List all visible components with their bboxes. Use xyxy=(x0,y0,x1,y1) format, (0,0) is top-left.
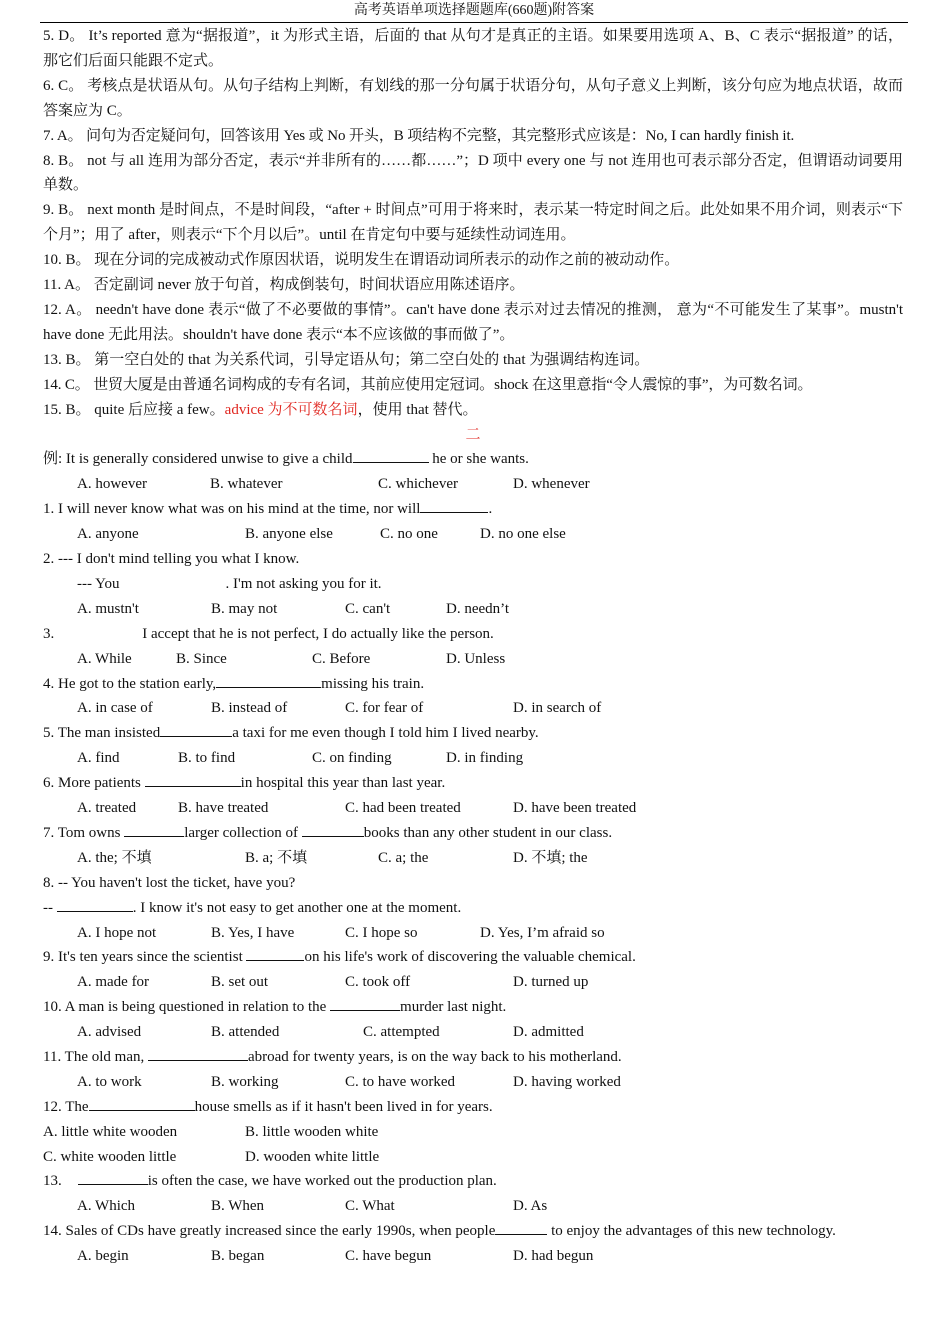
answer-6: 6. C。 考核点是状语从句。从句子结构上判断，有划线的那一分句属于状语分句，从句子意义上判断，该分句应为地点状语，故而答案应为 C。 xyxy=(43,77,903,119)
question-stem: -- xyxy=(43,899,57,916)
option-b: B. instead of xyxy=(211,700,288,717)
document-body xyxy=(43,24,903,1269)
answer-blank xyxy=(57,896,133,912)
question-13 xyxy=(43,1169,903,1194)
question-stem-end: to enjoy the advantages of this new technology. xyxy=(547,1223,836,1240)
question-2-options xyxy=(43,597,903,622)
question-stem: 14. Sales of CDs have greatly increased since the early 1990s, when people xyxy=(43,1223,496,1240)
page-header: 高考英语单项选择题题库(660题)附答案 xyxy=(40,0,908,23)
option-c: C. a; the xyxy=(378,849,429,866)
question-13-options xyxy=(43,1194,903,1219)
question-stem-mid: larger collection of xyxy=(184,824,302,841)
option-d: D. had begun xyxy=(513,1248,594,1265)
question-12-options-ab xyxy=(43,1120,903,1145)
option-c: C. on finding xyxy=(312,750,392,767)
question-4-options xyxy=(43,696,903,721)
question-10-options xyxy=(43,1020,903,1045)
option-d: D. in search of xyxy=(513,700,602,717)
option-c: C. to have worked xyxy=(345,1073,455,1090)
answer-12: 12. A。 needn't have done 表示“做了不必要做的事情”。can't have done 表示对过去情况的推测， 意为“不可能发生了某事”。mustn't have done 无此用法。shouldn't have done 表示“本不应该做的事而做了”。 xyxy=(43,301,903,343)
answer-14: 14. C。 世贸大厦是由普通名词构成的专有名词，其前应使用定冠词。shock 在这里意指“令人震惊的事”，为可数名词。 xyxy=(43,376,813,393)
question-stem: --- You xyxy=(77,575,120,592)
option-b: B. Yes, I have xyxy=(211,924,295,941)
question-stem: 11. The old man, xyxy=(43,1048,148,1065)
question-12-options-cd xyxy=(43,1145,903,1170)
option-c: C. can't xyxy=(345,600,391,617)
question-1 xyxy=(43,497,903,522)
question-stem-end: abroad for twenty years, is on the way back to his motherland. xyxy=(248,1048,622,1065)
option-d: D. have been treated xyxy=(513,800,637,816)
answer-blank-2 xyxy=(302,821,364,837)
question-8-reply xyxy=(43,896,903,921)
question-5-options xyxy=(43,746,903,771)
question-14-options xyxy=(43,1244,903,1269)
option-d: D. wooden white little xyxy=(245,1148,380,1165)
answer-5: 5. D。 It’s reported 意为“据报道”，it 为形式主语，后面的 that 从句才是真正的主语。如果要用选项 A、B、C 表示“据报道” 的话，那它们后面只能跟不定式。 xyxy=(43,28,903,69)
answer-blank xyxy=(495,1219,547,1235)
question-stem-end: murder last night. xyxy=(400,999,507,1016)
answer-blank-1 xyxy=(124,821,184,837)
answer-blank xyxy=(246,945,304,961)
option-c: C. for fear of xyxy=(345,700,424,717)
option-a: A. made for xyxy=(77,974,150,991)
option-b: B. to find xyxy=(178,750,236,767)
option-a: A. anyone xyxy=(77,526,139,543)
section-label: 二 xyxy=(465,426,481,443)
question-stem-end: he or she wants. xyxy=(428,451,529,468)
answer-blank xyxy=(216,672,321,688)
option-c: C. attempted xyxy=(363,1024,440,1041)
option-b: B. whatever xyxy=(210,476,283,493)
option-d: D. in finding xyxy=(446,750,524,767)
question-stem: 1. I will never know what was on his mind at the time, nor will xyxy=(43,501,421,518)
question-7-options xyxy=(43,846,903,871)
answer-8: 8. B。 not 与 all 连用为部分否定，表示“并非所有的……都……”；D 项中 every one 与 not 连用也可表示部分否定，但谓语动词要用单数。 xyxy=(43,152,903,194)
answer-7: 7. A。 问句为否定疑问句，回答该用 Yes 或 No 开头，B 项结构不完整，其完整形式应该是：No, I can hardly finish it. xyxy=(43,127,795,144)
option-c: C. have begun xyxy=(345,1248,432,1265)
question-stem-end: in hospital this year than last year. xyxy=(240,775,446,792)
option-d: D. Unless xyxy=(446,650,506,667)
answer-13: 13. B。 第一空白处的 that 为关系代词，引导定语从句；第二空白处的 that 为强调结构连词。 xyxy=(43,351,650,368)
option-c: C. Before xyxy=(312,650,371,667)
question-stem: 7. Tom owns xyxy=(43,824,125,841)
question-number: 13. xyxy=(43,1173,62,1190)
question-stem: 5. The man insisted xyxy=(43,725,161,742)
question-11-options xyxy=(43,1070,903,1095)
question-stem-end: . xyxy=(488,501,493,518)
answer-blank xyxy=(89,1095,195,1111)
option-b: B. have treated xyxy=(178,800,269,816)
question-6-options xyxy=(43,796,903,821)
option-d: D. no one else xyxy=(480,526,566,543)
question-stem-end: books than any other student in our class. xyxy=(363,824,613,841)
question-3 xyxy=(43,622,903,647)
question-2: 2. --- I don't mind telling you what I know. xyxy=(43,551,300,567)
answer-blank xyxy=(420,497,488,513)
option-a: A. the; 不填 xyxy=(77,849,152,866)
option-a: A. treated xyxy=(77,800,137,816)
answer-11: 11. A。 否定副词 never 放于句首，构成倒装句，时间状语应用陈述语序。 xyxy=(43,277,525,294)
option-b: B. When xyxy=(211,1198,265,1215)
option-b: B. little wooden white xyxy=(245,1123,379,1140)
question-8-options xyxy=(43,921,903,946)
answer-blank xyxy=(148,1045,248,1061)
question-stem: 例: It is generally considered unwise to give a child xyxy=(43,451,353,468)
option-a: A. I hope not xyxy=(77,924,157,941)
option-d: D. 不填; the xyxy=(513,849,588,866)
option-a: A. mustn't xyxy=(77,600,139,617)
answer-blank xyxy=(330,995,400,1011)
option-a: A. however xyxy=(77,476,147,493)
option-b: B. attended xyxy=(211,1024,280,1041)
question-4 xyxy=(43,672,903,697)
option-b: B. set out xyxy=(211,974,269,991)
question-stem-end: a taxi for me even though I told him I lived nearby. xyxy=(232,725,539,742)
question-stem: 9. It's ten years since the scientist xyxy=(43,949,247,966)
option-b: B. anyone else xyxy=(245,526,333,543)
option-d: D. turned up xyxy=(513,974,589,991)
answer-15-text: 15. B。 quite 后应接 a few。 xyxy=(43,401,225,418)
example-question xyxy=(43,447,903,472)
option-a: A. to work xyxy=(77,1073,142,1090)
option-b: B. working xyxy=(211,1073,279,1090)
question-10 xyxy=(43,995,903,1020)
option-c: C. had been treated xyxy=(345,800,461,816)
question-5 xyxy=(43,721,903,746)
option-d: D. As xyxy=(513,1198,548,1215)
option-a: A. little white wooden xyxy=(43,1123,178,1140)
question-stem-end: house smells as if it hasn't been lived in for years. xyxy=(194,1098,493,1115)
option-c: C. took off xyxy=(345,974,411,991)
question-stem-end: . I know it's not easy to get another one at the moment. xyxy=(132,899,462,916)
option-d: D. Yes, I’m afraid so xyxy=(480,924,605,941)
option-c: C. What xyxy=(345,1198,395,1215)
question-stem-end: missing his train. xyxy=(321,675,425,692)
answer-blank xyxy=(145,771,241,787)
question-1-options xyxy=(43,522,903,547)
question-12 xyxy=(43,1095,903,1120)
option-a: A. in case of xyxy=(77,700,153,717)
answer-blank xyxy=(353,447,429,463)
answer-10: 10. B。 现在分词的完成被动式作原因状语，说明发生在谓语动词所表示的动作之前的被动动作。 xyxy=(43,252,680,269)
question-7 xyxy=(43,821,903,846)
question-number: 3. xyxy=(43,625,55,642)
question-stem: is often the case, we have worked out the production plan. xyxy=(147,1173,497,1190)
question-14 xyxy=(43,1219,903,1244)
question-3-options xyxy=(43,647,903,672)
question-stem: 10. A man is being questioned in relation to the xyxy=(43,999,331,1016)
example-options xyxy=(43,472,903,497)
option-b: B. Since xyxy=(176,650,227,667)
question-stem: I accept that he is not perfect, I do actually like the person. xyxy=(142,625,494,642)
answer-15 xyxy=(43,398,903,423)
question-stem: 6. More patients xyxy=(43,775,145,792)
option-a: A. While xyxy=(77,650,132,667)
option-b: B. began xyxy=(211,1248,265,1265)
option-d: D. needn’t xyxy=(446,600,510,617)
option-d: D. admitted xyxy=(513,1024,584,1041)
answer-9: 9. B。 next month 是时间点，不是时间段，“after + 时间点”可用于将来时，表示某一特定时间之后。此处如果不用介词，则表示“下个月”；用了 after，则表示“下个月以后”。until 在肯定句中要与延续性动词连用。 xyxy=(43,202,903,244)
option-d: D. having worked xyxy=(513,1073,621,1090)
option-b: B. a; 不填 xyxy=(245,849,308,866)
answer-blank xyxy=(78,1169,148,1185)
option-c: C. I hope so xyxy=(345,924,418,941)
question-9 xyxy=(43,945,903,970)
option-c: C. white wooden little xyxy=(43,1148,177,1165)
question-6 xyxy=(43,771,903,796)
question-stem: 4. He got to the station early, xyxy=(43,675,217,692)
question-8: 8. -- You haven't lost the ticket, have you? xyxy=(43,874,296,891)
question-2-reply xyxy=(43,572,903,597)
answer-15-highlight: advice 为不可数名词 xyxy=(224,401,358,418)
answer-blank xyxy=(160,721,232,737)
option-d: D. whenever xyxy=(513,476,590,493)
option-c: C. no one xyxy=(380,526,438,543)
question-stem-end: on his life's work of discovering the valuable chemical. xyxy=(304,949,636,966)
question-stem: 12. The xyxy=(43,1098,89,1115)
question-11 xyxy=(43,1045,903,1070)
option-a: A. begin xyxy=(77,1248,129,1265)
option-c: C. whichever xyxy=(378,476,458,493)
question-9-options xyxy=(43,970,903,995)
question-stem-end: . I'm not asking you for it. xyxy=(225,575,382,592)
option-b: B. may not xyxy=(211,600,278,617)
option-a: A. advised xyxy=(77,1024,142,1041)
answer-15-rest: ，使用 that 替代。 xyxy=(357,401,478,418)
option-a: A. Which xyxy=(77,1198,136,1215)
option-a: A. find xyxy=(77,750,120,767)
